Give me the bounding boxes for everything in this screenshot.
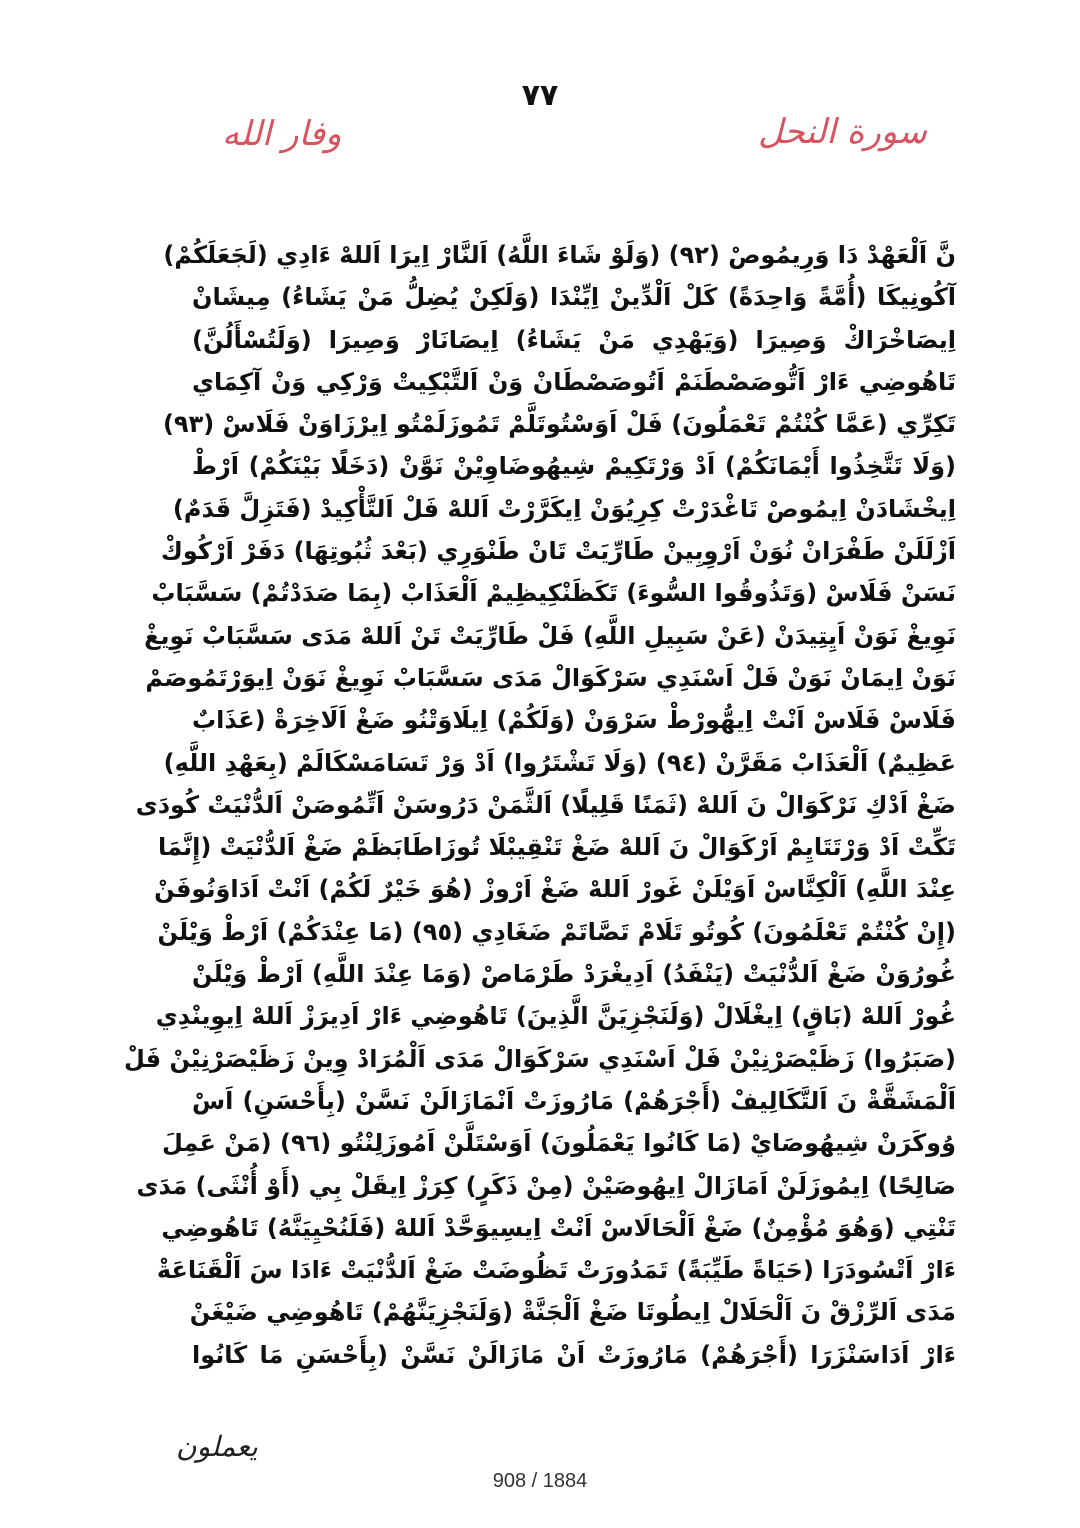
text-line: تَنْتِي (وَهُوَ مُؤْمِنٌ) ضَغْ اَلْحَالَاسْ اَنْتْ اِيسِيوَحَّدْ اَللهْ (فَلَنُحْيِيَنَّهُ) تَاهُوضِي	[161, 1213, 956, 1242]
text-line: نَسَنْ فَلَاسْ (وَتَذُوقُوا السُّوءَ) تَكَظَنْكِيظِيمْ اَلْعَذَابْ (بِمَا صَدَدْتُمْ) سَسَّبَابْ	[151, 579, 956, 608]
text-line: نَّ اَلْعَهْدْ دَا وَرِيمُوصْ (٩٢) (وَلَوْ شَاءَ اللَّهُ) اَلنَّارْ اِيرَا اَللهْ ءَادِي (لَجَعَلَكُمْ)	[163, 241, 956, 269]
text-line: (إِنْ كُنْتُمْ تَعْلَمُونَ) كُوتُو تَلَامْ تَصَّاتَمْ ضَغَادِي (٩٥) (مَا عِنْدَكُمْ) اَرْطْ وَيْلَنْ	[157, 917, 956, 946]
text-line: غُورُوَنْ ضَغْ اَلدُّنْيَتْ (يَنْفَدُ) اَدِيغْرَدْ طَرْمَاصْ (وَمَا عِنْدَ اللَّهِ) اَرْطْ وَيْلَنْ	[192, 960, 956, 989]
text-line: نَوَنْ اِيمَانْ نَوَنْ فَلْ اَسْنَدِي سَرْكَوَالْ مَدَى سَسَّبَابْ نَوِيغْ نَوَنْ اِيوَرْتَمُوصَمْ	[145, 663, 956, 692]
text-line: (وَلَا تَتَّخِذُوا أَيْمَانَكُمْ) اَدْ وَرْتَكِيمْ شِيهُوضَاوِيْنْ نَوَّنْ (دَخَلًا بَيْنَكُمْ) اَرْطْ	[192, 452, 956, 481]
text-line: (صَبَرُوا) زَظَيْصَرْنِيْنْ فَلْ اَسْنَدِي سَرْكَوَالْ مَدَى اَلْمُرَادْ وِينْ زَظَيْصَرْنِيْنْ فَلْ	[124, 1044, 956, 1073]
text-line: ءَارْ اَتْسُودَرَا (حَيَاةً طَيِّبَةً) تَمَدُورَتْ تَظُوضَتْ ضَغْ اَلدُّنْيَتْ ءَادَا سَ اَلْقَنَاعَةْ	[156, 1256, 956, 1285]
text-line: اِيخْشَادَنْ اِيمُوصْ تَاغْدَرْتْ كِرِيُوَنْ اِيكَرَّرْتْ اَللهْ فَلْ اَلتَّأْكِيدْ (فَتَزِلَّ قَدَمٌ)	[172, 494, 956, 523]
text-line: تَكِرِّي (عَمَّا كُنْتُمْ تَعْمَلُونَ) فَلْ اَوَسْتُوتَلَّمْ تَمُوزَلَمْتُو اِيرْزَاوَنْ فَلَاسْ (٩٣)	[162, 410, 956, 439]
page-counter: 908 / 1884	[492, 1470, 588, 1492]
text-line: عَظِيمٌ) اَلْعَذَابْ مَقَرَّنْ (٩٤) (وَلَا تَشْتَرُوا) اَدْ وَرْ تَسَامَسْكَالَمْ (بِعَهْدِ اللَّهِ)	[163, 748, 956, 777]
text-line: اَزْلَلَنْ طَفْرَانْ نُوَنْ اَرْوِبِينْ طَارِّيَتْ تَانْ طَنْوَرِي (بَعْدَ ثُبُوتِهَا) دَفَرْ اَرْكُوكْ	[160, 537, 956, 566]
text-line: صَالِحًا) اِيمُوزَلَنْ اَمَازَالْ اِيهُوصَيْنْ (مِنْ ذَكَرٍ) كِرَزْ اِيقَلْ بِي (أَوْ أُنْثَى) مَدَى	[136, 1171, 956, 1200]
text-line: تَاهُوضِي ءَارْ اَتُّوصَصْطَنَمْ اَتُوصَصْطَانْ وَنْ اَلتَّبْكِيتْ وَرْكِي وَنْ آكِمَاي	[192, 367, 956, 396]
text-line: اِيصَاخْرَاكْ وَصِيرَا (وَيَهْدِي مَنْ يَشَاءُ) اِيصَانَارْ وَصِيرَا (وَلَتُسْأَلُنَّ)	[192, 325, 956, 354]
text-line: ضَغْ اَدْكِ نَرْكَوَالْ نَ اَللهْ (ثَمَنًا قَلِيلًا) اَلثَّمَنْ دَرُوسَنْ اَتِّمُوصَنْ اَلدُّنْيَتْ كُودَى	[135, 790, 956, 819]
text-line: اَلْمَشَقَّةْ نَ اَلتَّكَالِيفْ (أَجْرَهُمْ) مَارُوزَتْ اَنْمَازَالَنْ نَسَّنْ (بِأَحْسَنِ) اَسْ	[192, 1086, 956, 1115]
text-line: نَوِيغْ نَوَنْ اَيِتِيدَنْ (عَنْ سَبِيلِ اللَّهِ) فَلْ طَارِّيَتْ تَنْ اَللهْ مَدَى سَسَّبَابْ نَوِيغْ	[144, 621, 956, 650]
text-line: تَكِّتْ اَدْ وَرْتَتَايِمْ اَرْكَوَالْ نَ اَللهْ ضَغْ تَنْقِيبْلَا تُوزَاطَابَظَمْ ضَغْ اَلدُّنْيَتْ (إِنَّمَا	[157, 833, 956, 862]
text-line: ءَارْ اَدَاسَنْزَرَا (أَجْرَهُمْ) مَارُوزَتْ اَنْ مَازَالَنْ نَسَّنْ (بِأَحْسَنِ مَا كَانُوا	[192, 1340, 956, 1369]
page-number: ٧٧	[521, 78, 559, 113]
handwritten-surah-title: سورة النحل	[758, 112, 927, 152]
text-line: وُوكَرَنْ شِيهُوصَايْ (مَا كَانُوا يَعْمَلُونَ) اَوَسْتَلَّنْ اَمُوزَلِنْتُو (٩٦) (مَنْ عَمِلَ	[161, 1129, 956, 1158]
handwritten-note-left: وفار الله	[222, 114, 342, 154]
handwritten-catchword: يعملون	[176, 1430, 258, 1463]
text-line: فَلَاسْ فَلَاسْ اَنْتْ اِيهُّورْطْ سَرْوَنْ (وَلَكُمْ) اِيلَاوَتْنُو ضَغْ اَلَاخِرَةْ (عَذَابٌ	[192, 706, 956, 735]
body-text	[124, 234, 956, 1376]
text-line: عِنْدَ اللَّهِ) اَلْكِنَّاسْ اَوَيْلَنْ غَورْ اَللهْ ضَغْ اَرْوزْ (هُوَ خَيْرٌ لَكُمْ) اَنْتْ اَدَاوَنُوفَنْ	[154, 875, 956, 904]
text-line: غُورْ اَللهْ (بَاقٍ) اِيغْلَالْ (وَلَنَجْزِيَنَّ الَّذِينَ) تَاهُوضِي ءَارْ اَدِيرَزْ اَللهْ اِيوِينْدِي	[155, 1002, 956, 1031]
text-line: مَدَى اَلرِّزْقْ نَ اَلْحَلَالْ اِيطُوتَا ضَغْ اَلْجَنَّةْ (وَلَنَجْزِيَنَّهُمْ) تَاهُوضِي ضَيْغَنْ	[189, 1298, 956, 1327]
text-line: آكُونِيكَا (أُمَّةً وَاحِدَةً) كَلْ اَلْدِّينْ اِيِّنْدَا (وَلَكِنْ يُضِلُّ مَنْ يَشَاءُ) مِيشَانْ	[192, 283, 956, 312]
